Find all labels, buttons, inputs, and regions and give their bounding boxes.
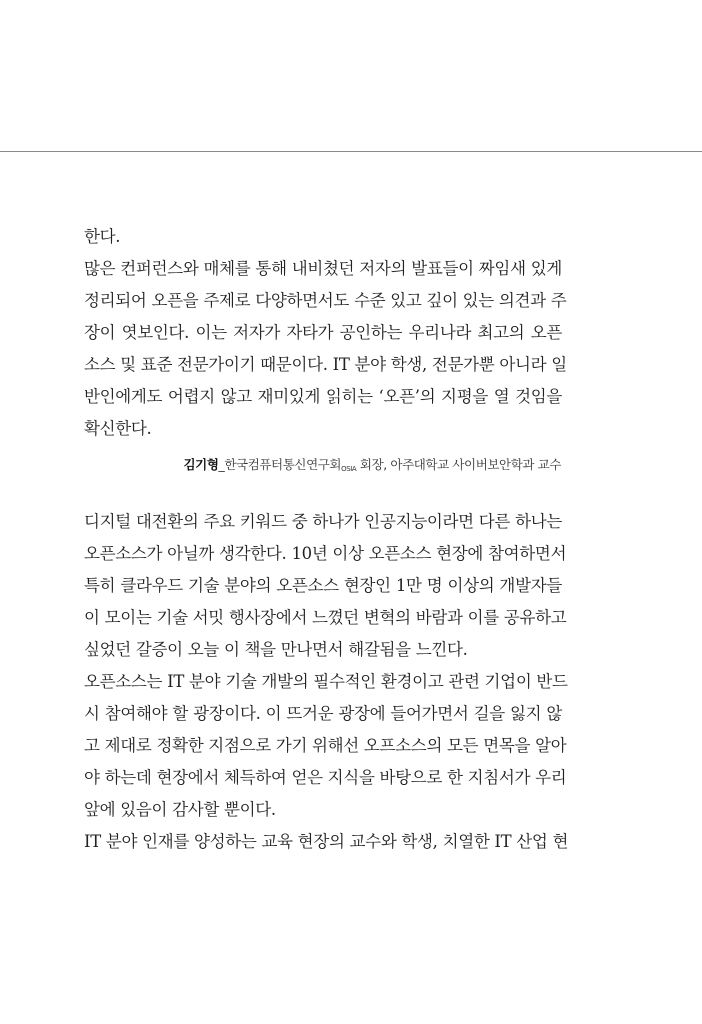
- endorser-signature: [183, 455, 561, 473]
- text-line: 장이 엿보인다. 이는 저자가 자타가 공인하는 우리나라 최고의 오픈: [84, 323, 562, 342]
- text-line: 이 모이는 기술 서밋 행사장에서 느꼈던 변혁의 바람과 이를 공유하고: [84, 608, 567, 627]
- text-line: IT 분야 인재를 양성하는 교육 현장의 교수와 학생, 치열한 IT 산업 현: [84, 832, 569, 851]
- text-line: 앞에 있음이 감사할 뿐이다.: [84, 800, 276, 819]
- text-line: 시 참여해야 할 광장이다. 이 뜨거운 광장에 들어가면서 길을 잃지 않: [84, 704, 562, 723]
- text-line: 오픈소스는 IT 분야 기술 개발의 필수적인 환경이고 관련 기업이 반드: [84, 672, 568, 691]
- text-line: 반인에게도 어렵지 않고 재미있게 읽히는 ‘오픈’의 지평을 열 것임을: [84, 387, 562, 406]
- header-divider: [0, 151, 702, 152]
- text-line: 싶었던 갈증이 오늘 이 책을 만나면서 해갈됨을 느낀다.: [84, 640, 468, 659]
- endorser-name: 김기형: [183, 457, 219, 472]
- endorser-org: _한국컴퓨터통신연구회: [218, 457, 342, 472]
- endorser-org-abbr: OSIA: [341, 465, 357, 473]
- text-line: 확신한다.: [84, 419, 152, 438]
- text-line: 오픈소스가 아닐까 생각한다. 10년 이상 오픈소스 현장에 참여하면서: [84, 544, 567, 563]
- text-line: 소스 및 표준 전문가이기 때문이다. IT 분야 학생, 전문가뿐 아니라 일: [84, 355, 567, 374]
- text-line: 특히 클라우드 기술 분야의 오픈소스 현장인 1만 명 이상의 개발자들: [84, 576, 562, 595]
- text-line: 한다.: [84, 227, 121, 246]
- text-line: 야 하는데 현장에서 체득하여 얻은 지식을 바탕으로 한 지침서가 우리: [84, 768, 567, 787]
- endorser-title: 회장, 아주대학교 사이버보안학과 교수: [356, 457, 561, 472]
- text-line: 고 제대로 정확한 지점으로 가기 위해선 오프소스의 모든 면목을 알아: [84, 736, 567, 755]
- endorsement-paragraph-2: [84, 506, 569, 858]
- text-line: 디지털 대전환의 주요 키워드 중 하나가 인공지능이라면 다른 하나는: [84, 512, 562, 531]
- endorsement-paragraph-1: [84, 221, 567, 445]
- text-line: 정리되어 오픈을 주제로 다양하면서도 수준 있고 깊이 있는 의견과 주: [84, 291, 567, 310]
- text-line: 많은 컨퍼런스와 매체를 통해 내비쳤던 저자의 발표들이 짜임새 있게: [84, 259, 562, 278]
